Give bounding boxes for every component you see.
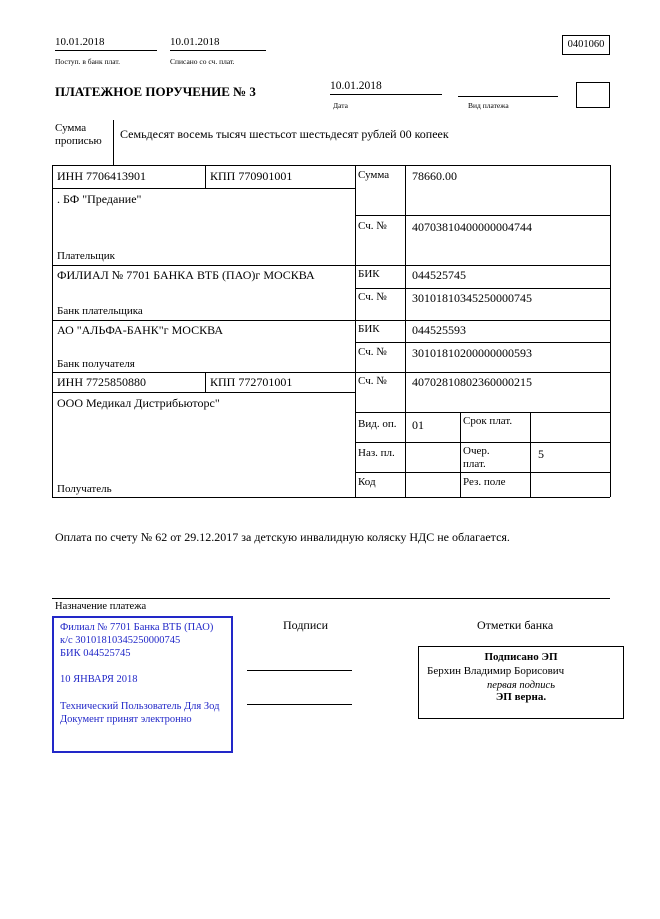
document-title: ПЛАТЕЖНОЕ ПОРУЧЕНИЕ № 3 [55, 84, 256, 99]
priority-value: 5 [538, 447, 544, 461]
payer-account: 40703810400000004744 [412, 220, 532, 234]
purpose-code-label: Наз. пл. [358, 447, 395, 459]
payer-bank-section-label: Банк плательщика [57, 305, 143, 317]
table-border [52, 165, 53, 497]
ep-signer-name: Берхин Владимир Борисович [427, 665, 565, 678]
table-border [405, 165, 406, 497]
payee-bank-section-label: Банк получателя [57, 358, 135, 370]
term-label: Срок плат. [463, 415, 513, 427]
amount-words-label: Сумма прописью [55, 122, 102, 147]
ep-signed-label: Подписано ЭП [484, 651, 558, 663]
table-border [355, 412, 610, 413]
payee-bank-bik-label: БИК [358, 323, 380, 335]
stamp-bik: БИК 044525745 [60, 648, 131, 660]
table-border [205, 372, 206, 392]
table-border [52, 392, 355, 393]
table-border [52, 598, 610, 599]
table-border [355, 288, 610, 289]
table-border [52, 188, 355, 189]
payer-name: . БФ "Предание" [57, 192, 142, 206]
payer-bank-account: 30101810345250000745 [412, 291, 532, 305]
table-border [530, 412, 531, 497]
divider-line [113, 120, 114, 165]
sum-label: Сумма [358, 169, 390, 181]
table-border [355, 215, 610, 216]
stamp-date: 10 ЯНВАРЯ 2018 [60, 674, 138, 686]
form-code-box: 0401060 [562, 35, 610, 55]
payment-purpose-text: Оплата по счету № 62 от 29.12.2017 за детскую инвалидную коляску НДС не облагается. [55, 530, 510, 544]
reserve-field-label: Рез. поле [463, 476, 506, 488]
payee-section-label: Получатель [57, 483, 112, 495]
op-kind-label: Вид. оп. [358, 418, 397, 430]
table-border [52, 165, 610, 166]
payment-kind-box [576, 82, 610, 108]
debited-date: 10.01.2018 [170, 36, 266, 51]
table-border [52, 372, 610, 373]
signatures-label: Подписи [283, 618, 329, 632]
debited-date-label: Списано со сч. плат. [170, 57, 235, 66]
table-border [355, 342, 610, 343]
date-label: Дата [333, 101, 348, 110]
stamp-accepted-note: Документ принят электронно [60, 713, 192, 725]
purpose-section-label: Назначение платежа [55, 601, 147, 612]
payee-account: 40702810802360000215 [412, 375, 532, 389]
payee-name: ООО Медикал Дистрибьюторс" [57, 396, 220, 410]
payer-bank-account-label: Сч. № [358, 291, 387, 303]
table-border [355, 472, 610, 473]
ep-valid-label: ЭП верна. [495, 691, 547, 704]
priority-label: Очер. плат. [463, 445, 490, 470]
payee-bank-account: 30101810200000000593 [412, 346, 532, 360]
payer-section-label: Плательщик [57, 250, 115, 262]
stamp-user: Технический Пользователь Для Зод [60, 700, 220, 712]
payer-bank-bik: 044525745 [412, 268, 466, 282]
electronic-signature-box [418, 646, 624, 719]
payment-kind-label: Вид платежа [468, 101, 509, 110]
table-border [205, 165, 206, 188]
payee-bank-bik: 044525593 [412, 323, 466, 337]
table-border [52, 497, 610, 498]
bank-marks-label: Отметки банка [477, 618, 554, 632]
bank-stamp-box [52, 616, 233, 753]
table-border [355, 165, 356, 497]
table-border [355, 442, 610, 443]
ep-first-signature-label: первая подпись [486, 679, 555, 691]
payer-account-label: Сч. № [358, 220, 387, 232]
amount-words: Семьдесят восемь тысяч шестьсот шестьдесят рублей 00 копеек [120, 127, 449, 141]
op-kind-value: 01 [412, 418, 424, 432]
payee-inn: ИНН 7725850880 [57, 375, 146, 389]
code-label: Код [358, 476, 376, 488]
payee-account-label: Сч. № [358, 375, 387, 387]
payer-bank-bik-label: БИК [358, 268, 380, 280]
payer-bank-name: ФИЛИАЛ № 7701 БАНКА ВТБ (ПАО)г МОСКВА [57, 268, 315, 282]
payer-kpp: КПП 770901001 [210, 169, 293, 183]
signature-line [247, 704, 352, 705]
payee-kpp: КПП 772701001 [210, 375, 293, 389]
payee-bank-account-label: Сч. № [358, 346, 387, 358]
payee-bank-name: АО "АЛЬФА-БАНК"г МОСКВА [57, 323, 224, 337]
table-border [610, 165, 611, 497]
document-date: 10.01.2018 [330, 80, 442, 95]
table-border [52, 320, 610, 321]
stamp-bank-name: Филиал № 7701 Банка ВТБ (ПАО) [60, 622, 214, 633]
table-border [52, 265, 610, 266]
received-date: 10.01.2018 [55, 36, 157, 51]
table-border [460, 412, 461, 497]
signature-line [247, 670, 352, 671]
payment-kind-underline [458, 96, 558, 97]
received-date-label: Поступ. в банк плат. [55, 57, 120, 66]
sum-value: 78660.00 [412, 169, 457, 183]
stamp-corr-account: к/с 30101810345250000745 [60, 635, 181, 647]
payer-inn: ИНН 7706413901 [57, 169, 146, 183]
